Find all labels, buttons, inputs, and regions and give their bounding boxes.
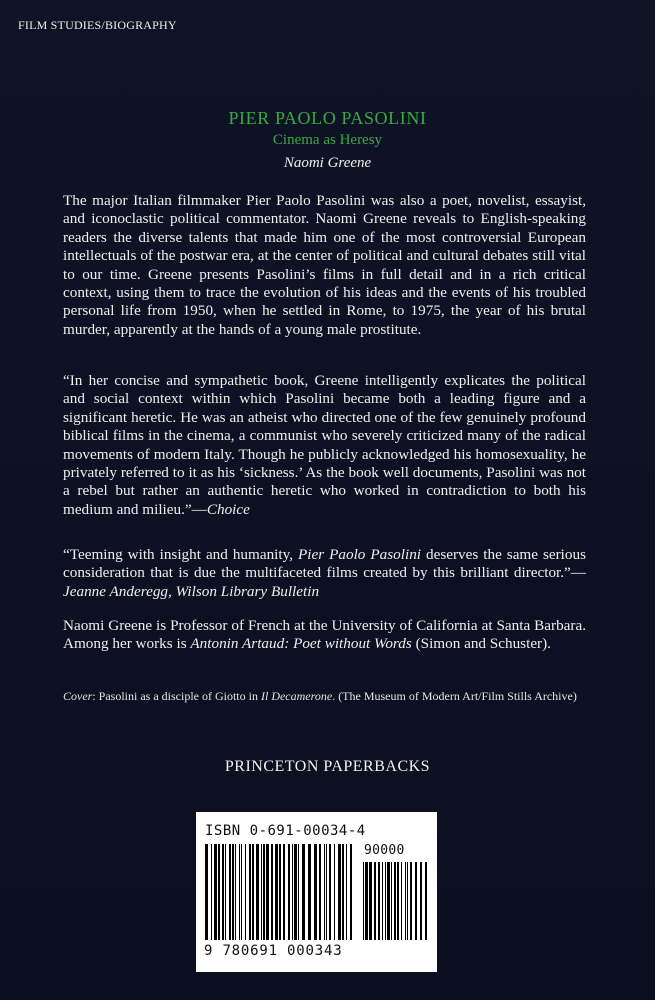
- bio-work-title: Antonin Artaud: Poet without Words: [190, 635, 412, 653]
- barcode-bar: [232, 844, 234, 940]
- barcode-bar: [239, 844, 240, 940]
- barcode-bar: [387, 862, 390, 940]
- barcode-bar: [261, 844, 262, 940]
- barcode-bar: [405, 862, 406, 940]
- barcode-bar: [235, 844, 236, 940]
- barcode-bar: [338, 844, 341, 940]
- barcode-bar: [382, 862, 383, 940]
- review-title-ref: Pier Paolo Pasolini: [298, 546, 422, 563]
- review-source: Choice: [206, 500, 250, 518]
- review-text-end: deserves the same serious consideration that is due the multifaceted films created by this brilliant director.”—: [63, 546, 586, 582]
- barcode-bar: [245, 844, 246, 940]
- barcode-bar: [326, 844, 327, 940]
- review-text-start: “Teeming with insight and humanity,: [63, 546, 298, 563]
- barcode-bar: [410, 862, 412, 940]
- publisher-imprint: PRINCETON PAPERBACKS: [224, 758, 431, 775]
- barcode-bar: [222, 844, 224, 940]
- barcode-bar: [302, 844, 305, 940]
- barcode-bar: [314, 844, 317, 940]
- barcode-bar: [249, 844, 251, 940]
- barcode-bar: [420, 862, 422, 940]
- barcode-bar: [256, 844, 259, 940]
- barcode-bar: [385, 862, 386, 940]
- barcode-bar: [346, 844, 347, 940]
- book-title: PIER PAOLO PASOLINI: [228, 108, 427, 128]
- barcode-bar: [363, 862, 364, 940]
- price-code: 90000: [364, 843, 405, 858]
- book-subtitle: Cinema as Heresy: [272, 132, 383, 148]
- barcode-bar: [275, 844, 278, 940]
- barcode-bar: [283, 844, 285, 940]
- title-block: [0, 107, 655, 173]
- review-paragraph: [63, 546, 586, 601]
- review-source: Jeanne Anderegg, Wilson Library Bulletin: [63, 582, 320, 600]
- barcode-bar: [211, 844, 212, 940]
- barcode-bar: [229, 844, 231, 940]
- ean-barcode: [204, 844, 356, 940]
- barcode-bar: [342, 844, 344, 940]
- barcode-bar: [252, 844, 254, 940]
- bio-text-start: Naomi Greene is Professor of French at the University of California at Santa Barbara. Among her works is: [63, 617, 586, 653]
- author-bio: [63, 617, 586, 654]
- barcode-bar: [298, 844, 299, 940]
- barcode-bar: [394, 862, 396, 940]
- barcode-bar: [263, 844, 265, 940]
- barcode-bar: [205, 844, 208, 940]
- barcode-box: [196, 812, 437, 972]
- barcode-bar: [225, 844, 226, 940]
- barcode-bar: [378, 862, 380, 940]
- review-quote-wilson: [63, 546, 586, 601]
- barcode-bar: [214, 844, 217, 940]
- category-label: FILM STUDIES/BIOGRAPHY: [18, 18, 177, 32]
- bio-paragraph: [63, 617, 586, 654]
- ean-number: 9 780691 000343: [204, 943, 343, 959]
- review-text: “In her concise and sympathetic book, Greene intelligently explicates the political and social context within which Pasolini became both a leading figure and a significant heretic. He was an atheist who directed one of the few genuinely profound biblical films in the cinema, a communist who severely criticized many of the radical movements of modern Italy. Though he publicly acknowledged his homosexuality, he privately referred to it as his ‘sickness.’ As the book well documents, Pasolini was not a rebel but rather an authentic heretic who worked in contradiction to both his medium and milieu.”—: [63, 372, 586, 518]
- barcode-bar: [319, 844, 321, 940]
- caption-film: Il Decamerone: [260, 689, 333, 703]
- review-quote-choice: [63, 372, 586, 519]
- barcode-bar: [391, 862, 392, 940]
- barcode-bar: [374, 862, 376, 940]
- caption-text-end: . (The Museum of Modern Art/Film Stills Archive): [332, 689, 577, 703]
- review-paragraph: [63, 372, 586, 519]
- book-description: [63, 192, 586, 339]
- price-barcode: [362, 862, 428, 940]
- caption-text-start: : Pasolini as a disciple of Giotto in: [92, 689, 261, 703]
- barcode-bar: [218, 844, 220, 940]
- book-author: Naomi Greene: [283, 155, 372, 171]
- barcode-bar: [308, 844, 311, 940]
- barcode-bar: [401, 862, 402, 940]
- barcode-bar: [397, 862, 399, 940]
- barcode-bar: [329, 844, 331, 940]
- barcode-bar: [350, 844, 352, 940]
- bio-text-end: (Simon and Schuster).: [411, 635, 551, 653]
- barcode-bar: [288, 844, 290, 940]
- barcode-bar: [415, 862, 417, 940]
- barcode-bar: [279, 844, 281, 940]
- barcode-bar: [271, 844, 273, 940]
- barcode-bar: [324, 844, 325, 940]
- isbn-number: ISBN 0-691-00034-4: [205, 823, 366, 839]
- barcode-bar: [241, 844, 242, 940]
- barcode-bar: [292, 844, 293, 940]
- cover-caption: [63, 689, 586, 704]
- barcode-bar: [334, 844, 335, 940]
- barcode-bar: [425, 862, 427, 940]
- barcode-bar: [365, 862, 368, 940]
- barcode-bar: [369, 862, 372, 940]
- caption-label: Cover: [63, 689, 93, 703]
- barcode-bar: [266, 844, 269, 940]
- barcode-bar: [294, 844, 297, 940]
- barcode-bar: [407, 862, 408, 940]
- description-text: The major Italian filmmaker Pier Paolo Pasolini was also a poet, novelist, essayist, and iconoclastic political commentator. Naomi Greene reveals to English-speaking readers the diverse talents that made him one of the most controversial European intellectuals of the postwar era, at the center of political and cultural debates still vital to our time. Greene presents Pasolini’s films in full detail and in a rich critical context, using them to trace the evolution of his ideas and the events of his troubled personal life from 1950, when he settled in Rome, to 1975, the year of his brutal murder, apparently at the hands of a young male prostitute.: [63, 192, 586, 338]
